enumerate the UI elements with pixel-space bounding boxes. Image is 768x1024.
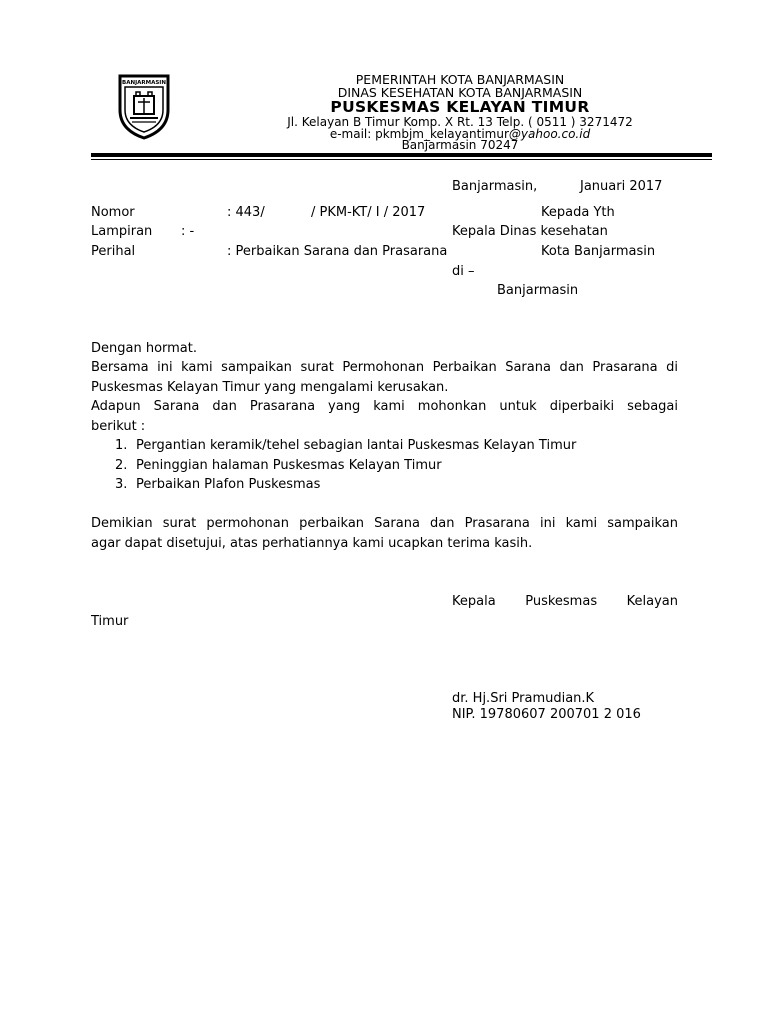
signature-title-line-2: Timur [91,614,129,629]
email-prefix: e-mail: pkmbjm_kelayantimur [329,127,509,141]
list-item: Peninggian halaman Puskesmas Kelayan Timur [136,458,442,473]
lampiran-label: Lampiran [91,224,153,239]
letter-place: Banjarmasin, [452,179,538,194]
perihal-value: : Perbaikan Sarana dan Prasarana [227,244,448,259]
logo [116,72,172,140]
signature-title-line-1: Kepala Puskesmas Kelayan [452,594,678,609]
paragraph-1-line-1: Bersama ini kami sampaikan surat Permohonan Perbaikan Sarana dan Prasarana di [91,360,678,375]
recipient-line-1: Kepada Yth [541,205,615,220]
nomor-label: Nomor [91,205,135,220]
nomor-value: : 443/ [227,205,265,220]
signature-name: dr. Hj.Sri Pramudian.K [452,691,595,706]
header-city: Banjarmasin 70247 [401,138,519,152]
recipient-line-3: Kota Banjarmasin [541,244,656,259]
greeting: Dengan hormat. [91,341,198,356]
header-title: PUSKESMAS KELAYAN TIMUR [330,98,590,116]
svg-text:BANJARMASIN: BANJARMASIN [122,80,166,86]
signature-nip: NIP. 19780607 200701 2 016 [452,707,641,722]
list-item: Perbaikan Plafon Puskesmas [136,477,321,492]
header-line-2: DINAS KESEHATAN KOTA BANJARMASIN [337,85,583,100]
email-domain[interactable]: @yahoo.co.id [508,127,591,141]
header-rule-thin [91,159,712,160]
perihal-label: Perihal [91,244,136,259]
header-address: Jl. Kelayan B Timur Komp. X Rt. 13 Telp. ( 0511 ) 3271472 [287,115,633,129]
header-line-1: PEMERINTAH KOTA BANJARMASIN [355,72,565,87]
paragraph-2-line-2: berikut : [91,419,146,434]
recipient-line-2: Kepala Dinas kesehatan [452,224,608,239]
list-item-number: 2. [115,458,128,473]
recipient-line-5: Banjarmasin [497,283,579,298]
closing-line-1: Demikian surat permohonan perbaikan Sarana dan Prasarana ini kami sampaikan [91,516,678,531]
paragraph-2-line-1: Adapun Sarana dan Prasarana yang kami mohonkan untuk diperbaiki sebagai [91,399,678,414]
header-rule-thick [91,153,712,157]
list-item-number: 1. [115,438,128,453]
list-item: Pergantian keramik/tehel sebagian lantai Puskesmas Kelayan Timur [136,438,577,453]
nomor-code: / PKM-KT/ I / 2017 [311,205,426,220]
closing-line-2: agar dapat disetujui, atas perhatiannya kami ucapkan terima kasih. [91,536,533,551]
shield-logo-icon [116,72,172,140]
letter-date: Januari 2017 [580,179,663,194]
list-item-number: 3. [115,477,128,492]
recipient-line-4: di – [452,264,475,279]
lampiran-value: : - [181,224,195,239]
paragraph-1-line-2: Puskesmas Kelayan Timur yang mengalami kerusakan. [91,380,449,395]
